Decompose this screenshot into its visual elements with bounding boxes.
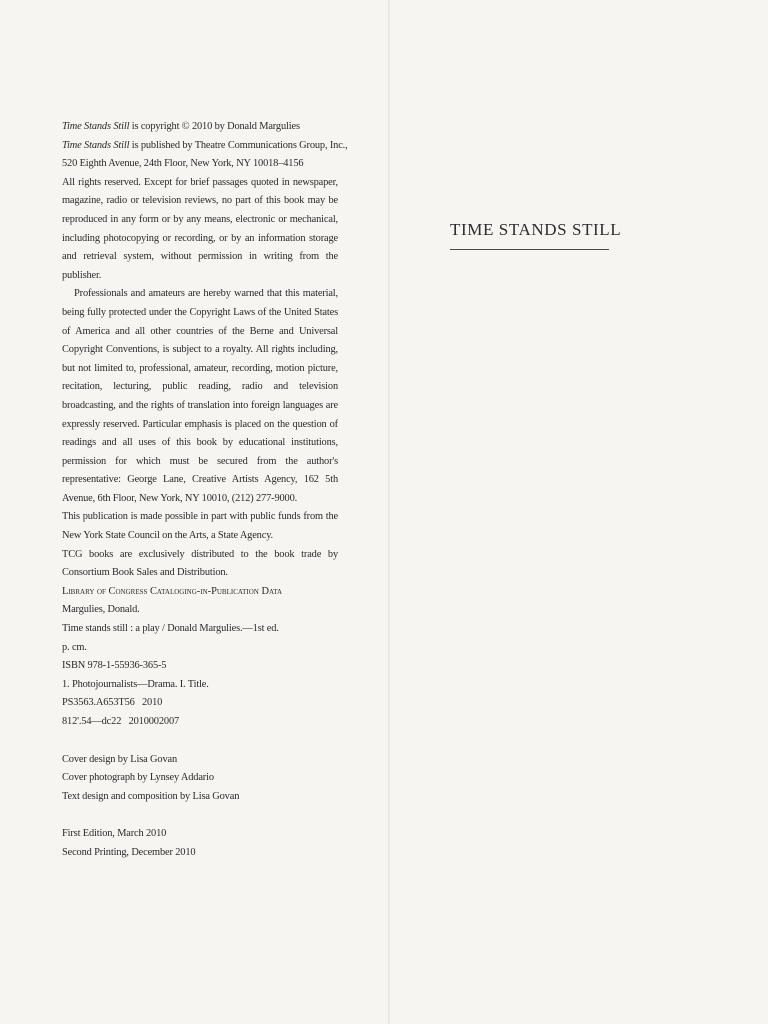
copyright-text: is copyright © 2010 by Donald Margulies	[129, 121, 300, 132]
printing-line: Second Printing, December 2010	[62, 846, 196, 858]
cip-data	[62, 583, 338, 732]
credit-line: Text design and composition by Lisa Govan	[62, 790, 240, 802]
credit-line: Cover photograph by Lynsey Addario	[62, 772, 214, 784]
publisher-info	[62, 137, 348, 174]
cip-line: p. cm.	[62, 641, 87, 653]
publisher-title: Time Stands Still	[62, 139, 130, 151]
cip-line: 812'.54—dc22 2010002007	[62, 716, 180, 727]
rights-paragraph-1: All rights reserved. Except for brief passages quoted in newspaper, magazine, radio or television reviews, no part of this book may be reproduced in any form or by any means, electronic or mechanical, including photocopying or recording, or by an information storage and retrieval system, without permission in writing from the publisher.	[62, 176, 338, 281]
cip-line: ISBN 978-1-55936-365-5	[62, 660, 167, 672]
publisher-line-1: is published by Theatre Communications Group, Inc.,	[129, 139, 348, 151]
printing-line: First Edition, March 2010	[62, 828, 167, 840]
page-gutter	[388, 0, 390, 1024]
distribution-note: TCG books are exclusively distributed to the book trade by Consortium Book Sales and Distribution.	[62, 548, 338, 579]
rights-paragraph-2: Professionals and amateurs are hereby warned that this material, being fully protected under the Copyright Laws of the United States of America and all other countries of the Berne and Universal Copyright Conventions, is subject to a royalty. All rights including, but not limited to, professional, amateur, recording, motion picture, recitation, lecturing, public reading, radio and television broadcasting, and the rights of translation into foreign languages are expressly reserved. Particular emphasis is placed on the question of readings and all uses of this book by educational institutions, permission for which must be secured from the author's representative: George Lane, Creative Artists Agency, 162 5th Avenue, 6th Floor, New York, NY 10010, (212) 277-9000.	[62, 288, 338, 504]
publisher-line-2: 520 Eighth Avenue, 24th Floor, New York, NY 10018–4156	[62, 158, 304, 170]
printing-history	[62, 825, 338, 862]
cip-line: Time stands still : a play / Donald Margulies.—1st ed.	[62, 623, 279, 635]
design-credits	[62, 751, 338, 807]
copyright-notice	[62, 118, 338, 137]
copyright-page	[62, 118, 348, 863]
cip-line: 1. Photojournalists—Drama. I. Title.	[62, 678, 209, 690]
cip-line: Margulies, Donald.	[62, 604, 140, 616]
funding-note: This publication is made possible in part with public funds from the New York State Council on the Arts, a State Agency.	[62, 511, 338, 542]
cip-heading: Library of Congress Cataloging-in-Publication Data	[62, 585, 283, 597]
cip-line: PS3563.A653T56 2010	[62, 697, 163, 709]
half-title: TIME STANDS STILL	[450, 220, 609, 250]
copyright-title: Time Stands Still	[62, 121, 130, 132]
credit-line: Cover design by Lisa Govan	[62, 753, 177, 765]
